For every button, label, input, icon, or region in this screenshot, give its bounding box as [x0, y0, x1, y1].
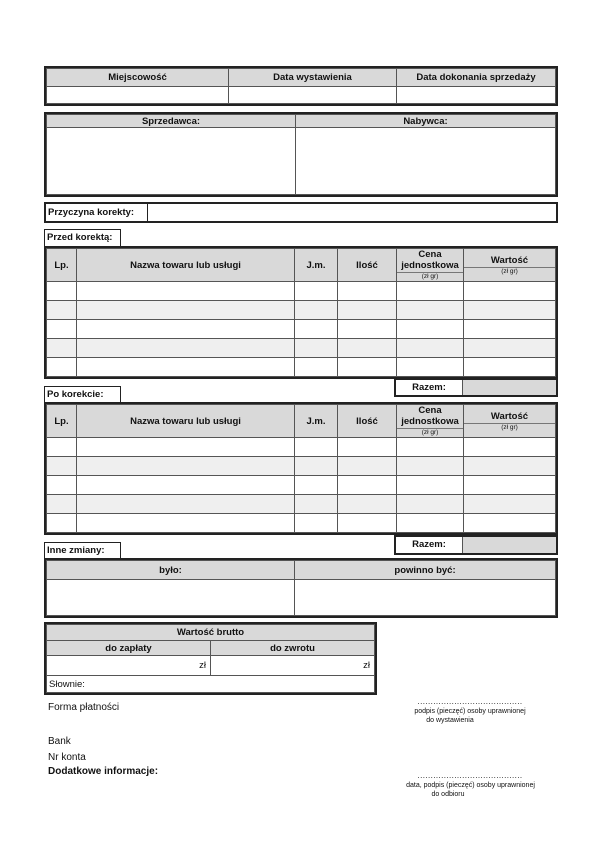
col-ilosc: Ilość	[338, 249, 397, 282]
receiver-signature-caption-1: data, podpis (pieczęć) osoby uprawnionej	[406, 782, 535, 789]
table-row[interactable]	[47, 301, 556, 320]
issue-date-field[interactable]	[229, 87, 397, 104]
reason-label: Przyczyna korekty:	[46, 204, 148, 221]
col-cena-label: Cena jednostkowa	[401, 405, 459, 427]
col-cena-label: Cena jednostkowa	[401, 249, 459, 271]
before-table	[44, 246, 558, 379]
after-total-box	[394, 535, 558, 555]
col-wartosc-label: Wartość	[490, 254, 529, 266]
issuer-signature-caption-2: do wystawienia	[426, 717, 474, 724]
before-total-box	[394, 378, 558, 397]
issuer-signature-caption-1: podpis (pieczęć) osoby uprawnionej	[414, 708, 526, 715]
receiver-signature-dots: ........................................	[417, 771, 523, 780]
seller-header: Sprzedawca:	[47, 115, 296, 128]
col-nazwa: Nazwa towaru lub usługi	[77, 405, 295, 438]
in-words-label: Słownie:	[49, 678, 85, 690]
issuer-signature-dots: ........................................	[417, 697, 523, 706]
place-field[interactable]	[47, 87, 229, 104]
col-lp: Lp.	[47, 249, 77, 282]
before-total-label: Razem:	[396, 380, 463, 395]
to-pay-header: do zapłaty	[47, 641, 211, 656]
currency-label: zł	[363, 660, 370, 671]
col-wartosc-unit: (zł gr)	[464, 423, 555, 432]
to-refund-header: do zwrotu	[211, 641, 375, 656]
after-label: Po korekcie:	[44, 386, 121, 404]
after-total-label: Razem:	[396, 537, 463, 553]
col-wartosc-unit: (zł gr)	[464, 267, 555, 276]
should-be-field[interactable]	[295, 580, 556, 616]
table-row[interactable]	[47, 476, 556, 495]
col-cena	[397, 249, 464, 282]
col-wartosc	[464, 405, 556, 438]
before-total-field[interactable]	[463, 380, 556, 395]
should-be-header: powinno być:	[295, 561, 556, 580]
was-header: było:	[47, 561, 295, 580]
reason-field[interactable]	[148, 204, 556, 221]
in-words-field[interactable]	[47, 676, 375, 693]
col-cena-unit: (zł gr)	[397, 428, 463, 437]
table-row[interactable]	[47, 339, 556, 358]
sale-date-field[interactable]	[397, 87, 556, 104]
gross-title: Wartość brutto	[47, 625, 375, 641]
issue-date-header: Data wystawienia	[229, 69, 397, 87]
before-label: Przed korektą:	[44, 229, 121, 247]
to-pay-field[interactable]	[47, 656, 211, 676]
additional-info-label: Dodatkowe informacje:	[48, 766, 159, 777]
col-lp: Lp.	[47, 405, 77, 438]
table-row[interactable]	[47, 320, 556, 339]
parties-box	[44, 112, 558, 197]
header-dates-box	[44, 66, 558, 106]
table-row[interactable]	[47, 438, 556, 457]
col-cena	[397, 405, 464, 438]
seller-field[interactable]	[47, 128, 296, 195]
col-jm: J.m.	[295, 249, 338, 282]
was-field[interactable]	[47, 580, 295, 616]
sale-date-header: Data dokonania sprzedaży	[397, 69, 556, 87]
receiver-signature-caption-2: do odbioru	[431, 791, 465, 798]
col-wartosc-label: Wartość	[490, 410, 529, 422]
after-total-field[interactable]	[463, 537, 556, 553]
table-row[interactable]	[47, 457, 556, 476]
payment-method-label: Forma płatności	[48, 702, 120, 713]
col-cena-unit: (zł gr)	[397, 272, 463, 281]
table-row[interactable]	[47, 495, 556, 514]
to-refund-field[interactable]	[211, 656, 375, 676]
gross-value-box	[44, 622, 377, 695]
bank-label: Bank	[48, 736, 71, 747]
table-row[interactable]	[47, 282, 556, 301]
col-ilosc: Ilość	[338, 405, 397, 438]
currency-label: zł	[199, 660, 206, 671]
reason-box	[44, 202, 558, 223]
table-row[interactable]	[47, 514, 556, 533]
buyer-header: Nabywca:	[296, 115, 556, 128]
other-changes-label: Inne zmiany:	[44, 542, 121, 559]
place-header: Miejscowość	[47, 69, 229, 87]
buyer-field[interactable]	[296, 128, 556, 195]
after-table	[44, 402, 558, 535]
other-changes-box	[44, 558, 558, 618]
col-nazwa: Nazwa towaru lub usługi	[77, 249, 295, 282]
table-row[interactable]	[47, 358, 556, 377]
account-number-label: Nr konta	[48, 752, 86, 763]
col-jm: J.m.	[295, 405, 338, 438]
col-wartosc	[464, 249, 556, 282]
